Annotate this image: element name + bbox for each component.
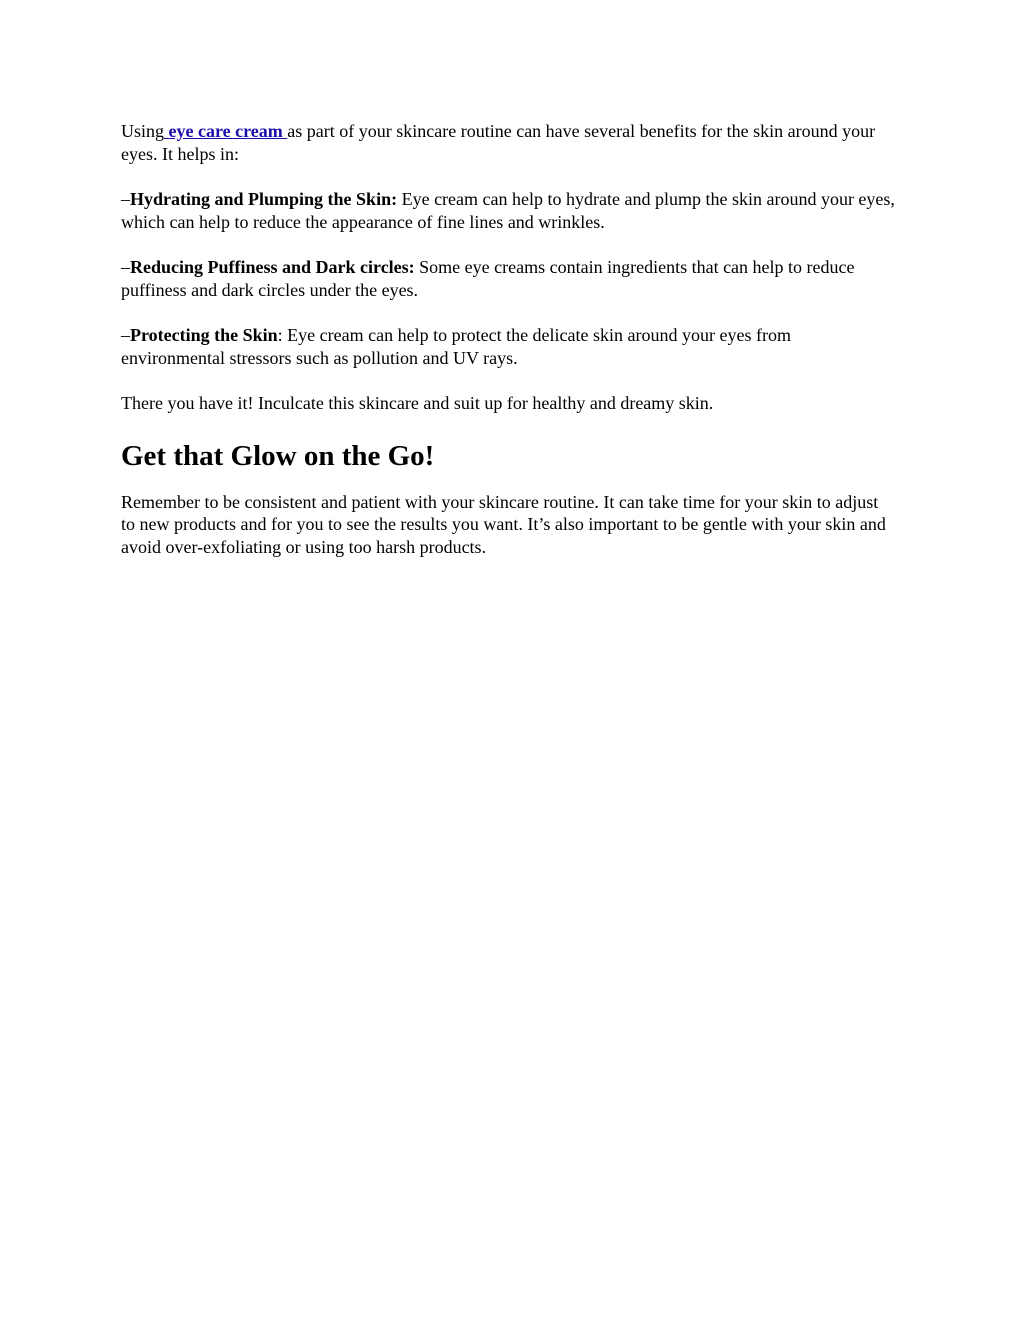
- benefit-protecting: [121, 324, 896, 369]
- intro-paragraph: [121, 120, 896, 165]
- benefit-dash: –: [121, 189, 130, 209]
- section-heading: Get that Glow on the Go!: [121, 439, 435, 472]
- eye-care-cream-link[interactable]: eye care cream: [164, 121, 288, 141]
- benefit-title: Protecting the Skin: [130, 325, 278, 345]
- intro-text-before: Using: [121, 121, 165, 141]
- benefit-body: Eye cream can help to hydrate and plump the skin around your eyes, which can help to reduce the appearance of fine lines and wrinkles.: [121, 189, 895, 232]
- benefit-dash: –: [121, 325, 130, 345]
- benefit-body: : Eye cream can help to protect the delicate skin around your eyes from environmental stressors such as pollution and UV rays.: [121, 325, 791, 368]
- benefit-title: Hydrating and Plumping the Skin:: [130, 189, 398, 209]
- document-body: [121, 120, 896, 581]
- benefit-body: Some eye creams contain ingredients that can help to reduce puffiness and dark circles under the eyes.: [121, 257, 855, 300]
- benefit-dash: –: [121, 257, 130, 277]
- benefit-hydrating: [121, 188, 896, 233]
- intro-text-after: as part of your skincare routine can have several benefits for the skin around your eyes. It helps in:: [121, 121, 876, 164]
- final-paragraph: Remember to be consistent and patient with your skincare routine. It can take time for your skin to adjust to new products and for you to see the results you want. It’s also important to be gentle with your skin and avoid over-exfoliating or using too harsh products.: [121, 491, 886, 557]
- closing-paragraph: There you have it! Inculcate this skincare and suit up for healthy and dreamy skin.: [121, 393, 714, 413]
- benefit-title: Reducing Puffiness and Dark circles:: [130, 257, 415, 277]
- benefit-puffiness: [121, 256, 896, 301]
